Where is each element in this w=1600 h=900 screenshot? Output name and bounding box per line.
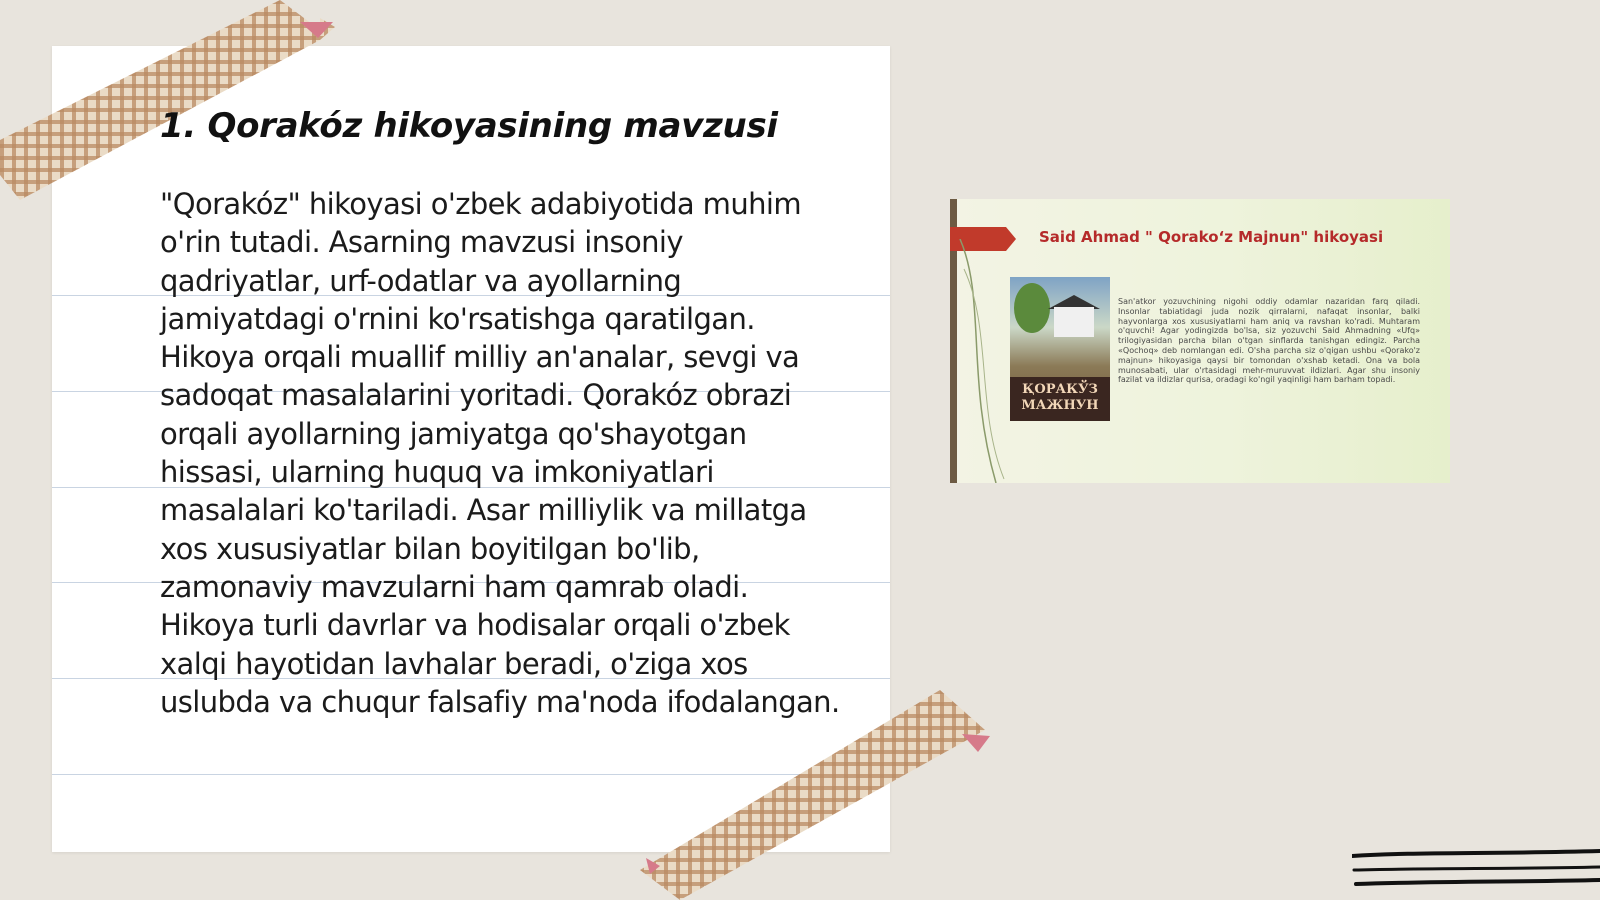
slide-title: 1. Qorakóz hikoyasining mavzusi xyxy=(160,106,778,146)
thumbnail-title: Said Ahmad " Qorako‘z Majnun" hikoyasi xyxy=(1039,228,1384,246)
tree-icon xyxy=(1014,283,1050,333)
book-cover-title: ҚОРАКЎЗ МАЖНУН xyxy=(1010,377,1110,421)
house-icon xyxy=(1054,307,1094,337)
book-slide-thumbnail xyxy=(950,199,1450,483)
thumbnail-body-text: San'atkor yozuvchining nigohi oddiy odamlar nazaridan farq qiladi. Insonlar tabiatidagi juda nozik qirralarni, nafaqat insonlar, balki hayvonlarga xos xususiyatlarni ham aniq va ravshan ko'radi. Muhtaram o'quvchi! Agar yodingizda bo'lsa, siz yozuvchi Said Ahmadning «Ufq» trilogiyasidan parcha bilan o'tgan sinflarda tanishgan edingiz. Parcha «Qochoq» deb nomlangan edi. O'sha parcha siz o'qigan ushbu «Qorako'z majnun» hikoyasiga qaysi bir tomondan o'xshab ketadi. Ona va bola munosabati, ular o'rtasidagi mehr-muruvvat ildizlari. Agar shu insoniy fazilat va ildizlar qurisa, oradagi ko'ngil yaqinligi ham barham topadi. xyxy=(1118,297,1420,385)
slide-body-text: "Qorakóz" hikoyasi o'zbek adabiyotida muhim o'rin tutadi. Asarning mavzusi insoniy qadriyatlar, urf-odatlar va ayollarning jamiyatdagi o'rnini ko'rsatishga qaratilgan. Hikoya orqali muallif milliy an'analar, sevgi va sadoqat masalalarini yoritadi. Qorakóz obrazi orqali ayollarning jamiyatga qo'shayotgan hissasi, ularning huquq va imkoniyatlari masalalari ko'tariladi. Asar milliylik va millatga xos xususiyatlar bilan boyitilgan bo'lib, zamonaviy mavzularni ham qamrab oladi. Hikoya turli davrlar va hodisalar orqali o'zbek xalqi hayotidan lavhalar beradi, o'ziga xos uslubda va chuqur falsafiy ma'noda ifodalangan. xyxy=(160,187,840,719)
book-cover-image xyxy=(1010,277,1110,421)
decorative-lines xyxy=(1352,848,1600,892)
washi-tape-top-left xyxy=(0,0,340,210)
washi-tape-bottom xyxy=(640,690,1000,900)
branch-decoration-icon xyxy=(956,239,1006,483)
